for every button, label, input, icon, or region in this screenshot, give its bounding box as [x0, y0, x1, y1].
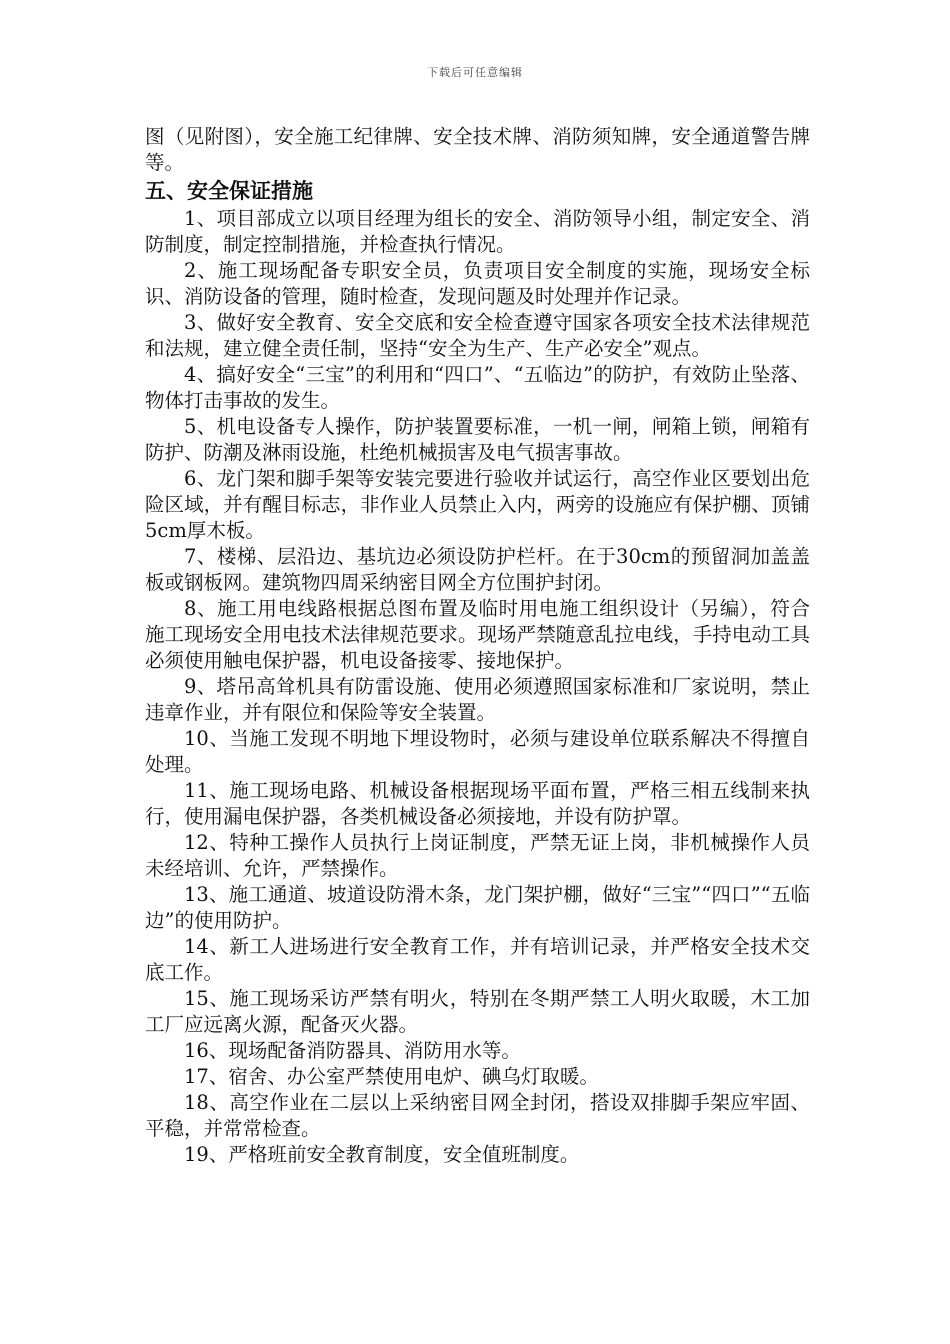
list-item: 12、特种工操作人员执行上岗证制度，严禁无证上岗，非机械操作人员未经培训、允许，严禁操作。	[145, 831, 810, 880]
list-item: 18、高空作业在二层以上采纳密目网全封闭，搭设双排脚手架应牢固、平稳，并常常检查。	[145, 1091, 810, 1140]
list-item: 9、塔吊高耸机具有防雷设施、使用必须遵照国家标准和厂家说明，禁止违章作业，并有限位和保险等安全装置。	[145, 675, 810, 724]
list-item: 4、搞好安全“三宝”的利用和“四口”、“五临边”的防护，有效防止坠落、物体打击事故的发生。	[145, 363, 810, 412]
list-item: 6、龙门架和脚手架等安装完要进行验收并试运行，高空作业区要划出危险区域，并有醒目标志，非作业人员禁止入内，两旁的设施应有保护棚、顶铺5cm厚木板。	[145, 467, 810, 542]
list-item: 2、施工现场配备专职安全员，负责项目安全制度的实施，现场安全标识、消防设备的管理，随时检查，发现问题及时处理并作记录。	[145, 259, 810, 308]
list-item: 13、施工通道、坡道设防滑木条，龙门架护棚，做好“三宝”“四口”“五临边”的使用防护。	[145, 883, 810, 932]
list-item: 17、宿舍、办公室严禁使用电炉、碘乌灯取暖。	[184, 1065, 599, 1088]
section-title: 五、安全保证措施	[145, 179, 313, 203]
list-item: 8、施工用电线路根据总图布置及临时用电施工组织设计（另编），符合施工现场安全用电技术法律规范要求。现场严禁随意乱拉电线，手持电动工具必须使用触电保护器，机电设备接零、接地保护。	[145, 597, 810, 672]
list-item: 15、施工现场采访严禁有明火，特别在冬期严禁工人明火取暖，木工加工厂应远离火源，配备灭火器。	[145, 987, 810, 1036]
list-item: 14、新工人进场进行安全教育工作，并有培训记录，并严格安全技术交底工作。	[145, 935, 810, 984]
list-item: 10、当施工发现不明地下埋设物时，必须与建设单位联系解决不得擅自处理。	[145, 727, 810, 776]
list-item: 19、严格班前安全教育制度，安全值班制度。	[184, 1143, 580, 1166]
list-item: 7、楼梯、层沿边、基坑边必须设防护栏杆。在于30cm的预留洞加盖盖板或钢板网。建筑物四周采纳密目网全方位围护封闭。	[145, 545, 810, 594]
intro-paragraph: 图（见附图），安全施工纪律牌、安全技术牌、消防须知牌，安全通道警告牌等。	[145, 125, 810, 174]
list-item: 16、现场配备消防器具、消防用水等。	[184, 1039, 521, 1062]
list-item: 11、施工现场电路、机械设备根据现场平面布置，严格三相五线制来执行，使用漏电保护器，各类机械设备必须接地，并设有防护罩。	[145, 779, 810, 828]
list-item: 3、做好安全教育、安全交底和安全检查遵守国家各项安全技术法律规范和法规，建立健全责任制，坚持“安全为生产、生产必安全”观点。	[145, 311, 810, 360]
document-body	[145, 124, 810, 1168]
list-item: 1、项目部成立以项目经理为组长的安全、消防领导小组，制定安全、消防制度，制定控制措施，并检查执行情况。	[145, 207, 810, 256]
list-item: 5、机电设备专人操作，防护装置要标准，一机一闸，闸箱上锁，闸箱有防护、防潮及淋雨设施，杜绝机械损害及电气损害事故。	[145, 415, 810, 464]
header-note: 下载后可任意编辑	[427, 66, 523, 79]
